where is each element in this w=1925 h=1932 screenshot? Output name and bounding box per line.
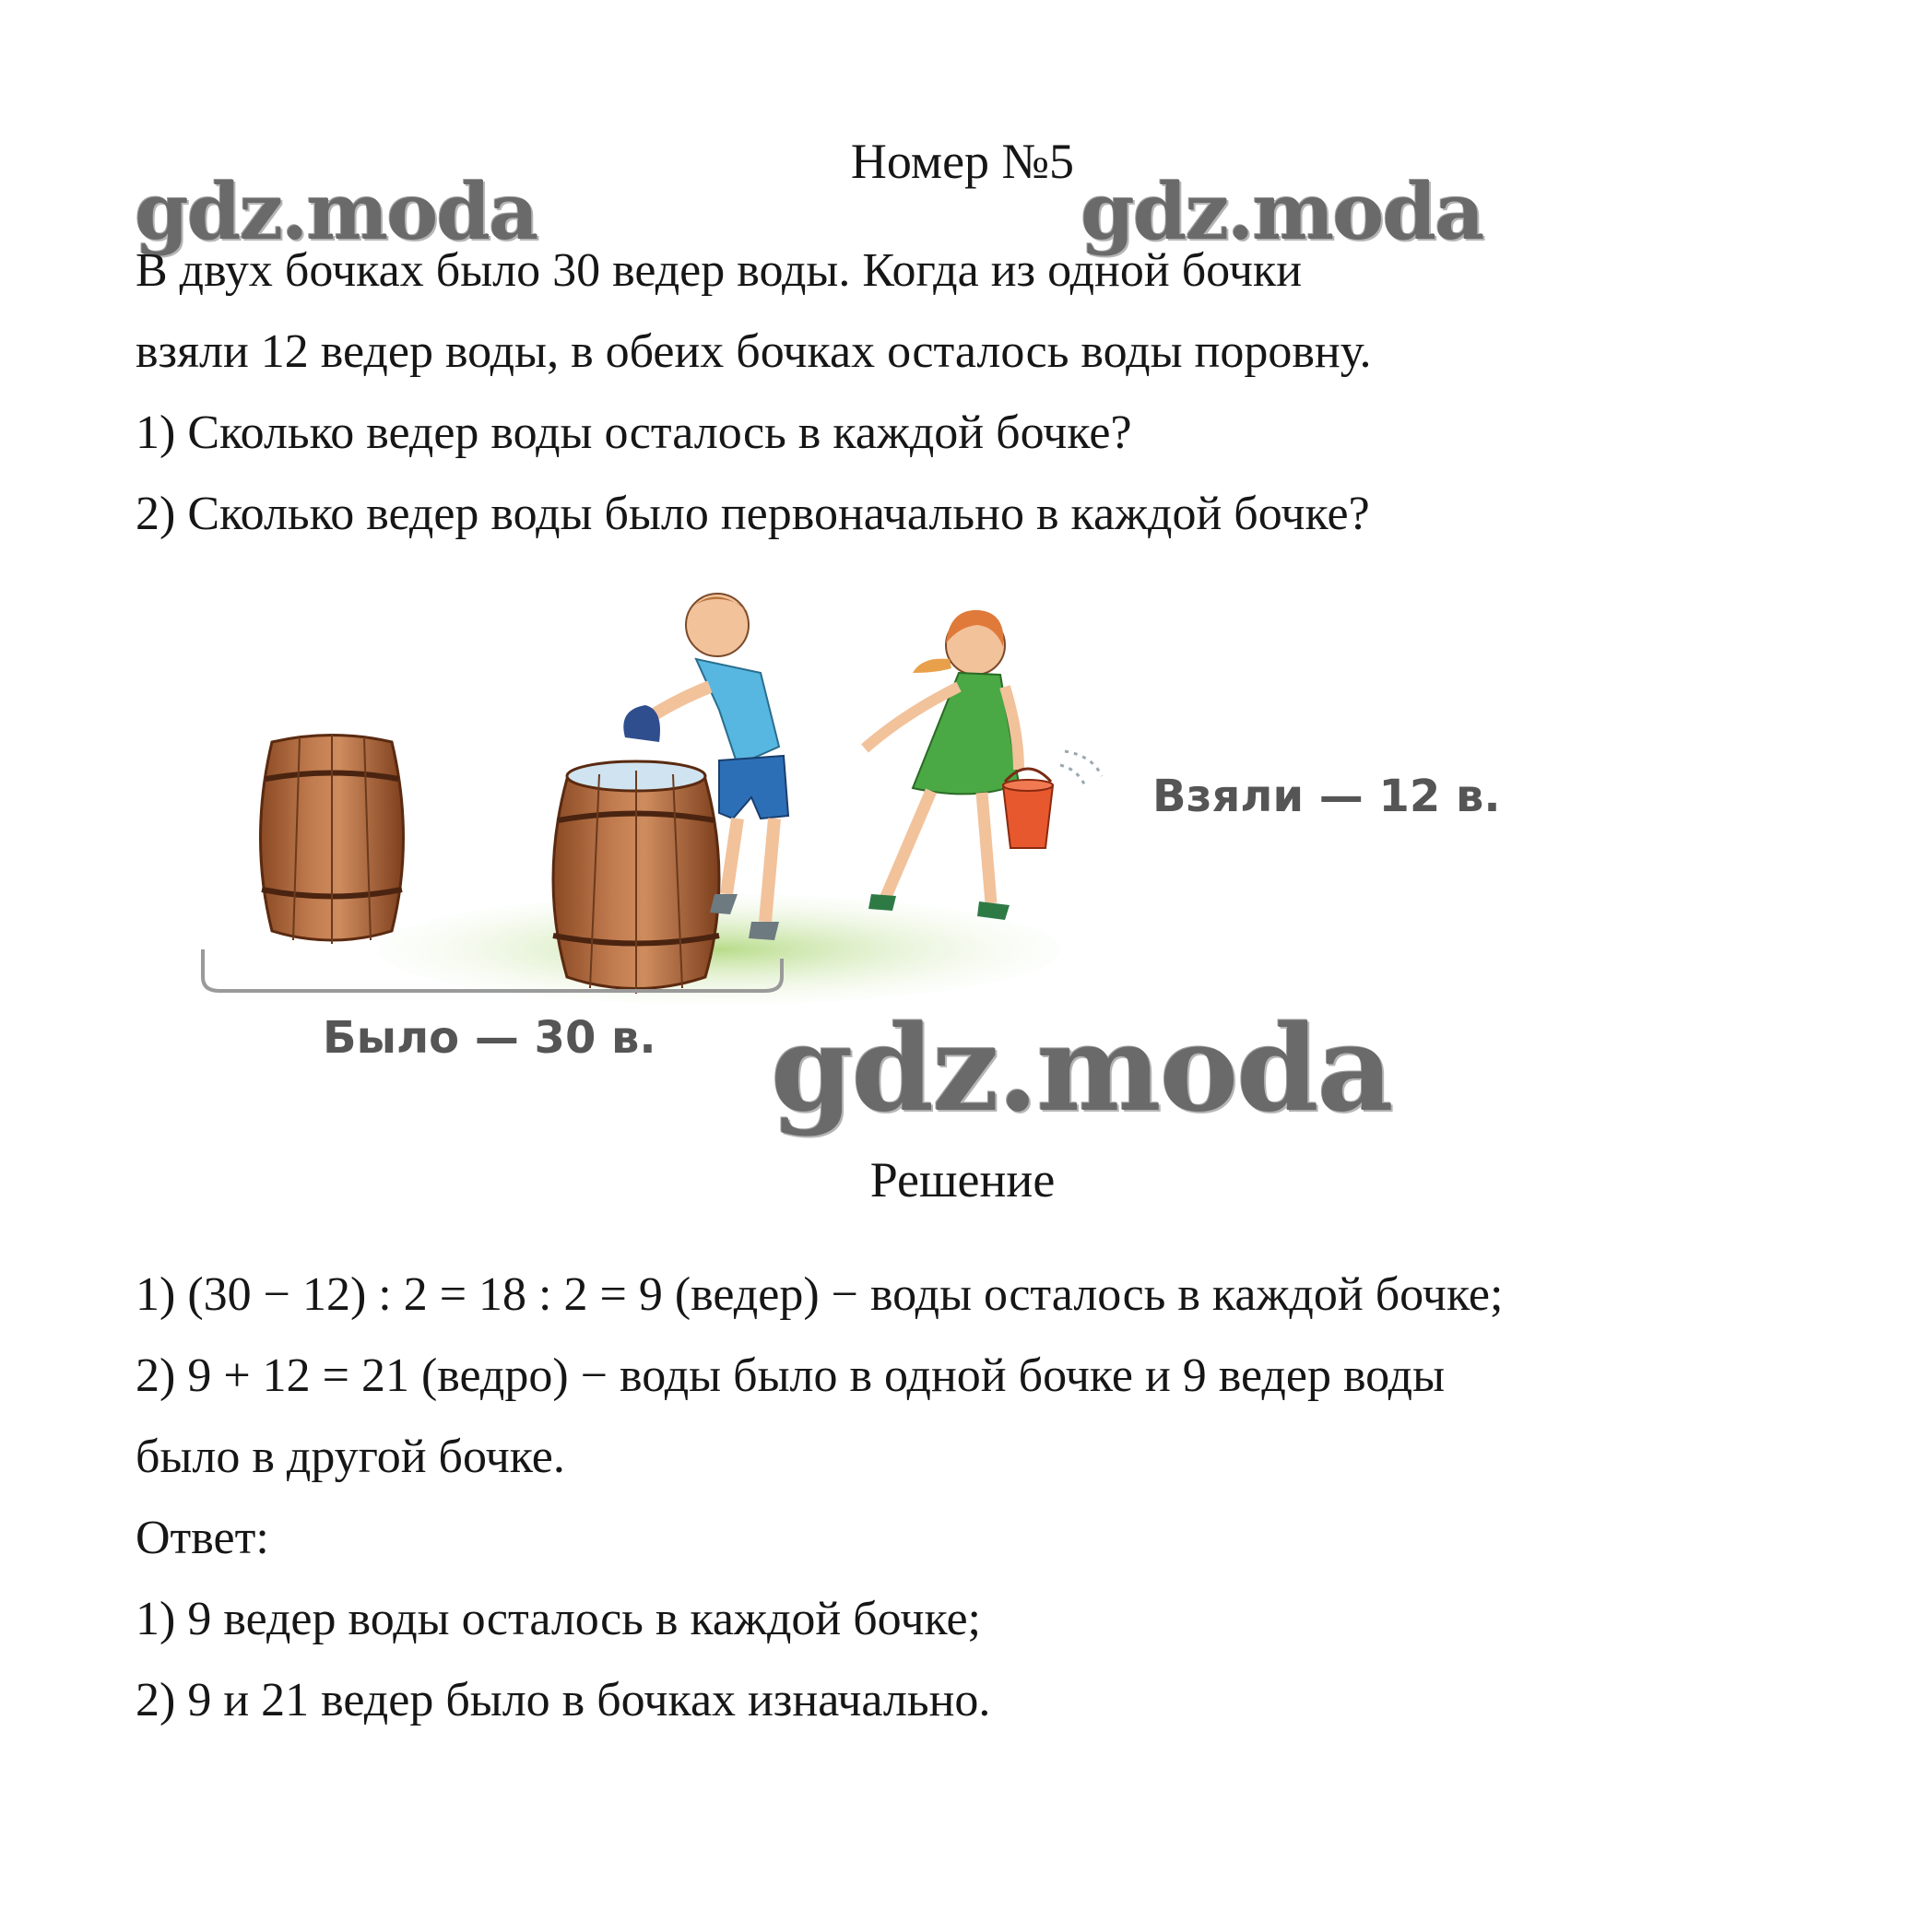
problem-line: В двух бочках было 30 ведер воды. Когда из одной бочки — [136, 244, 1303, 297]
problem-question-1: 1) Сколько ведер воды осталось в каждой бочке? — [136, 406, 1132, 459]
solution-step-1: 1) (30 − 12) : 2 = 18 : 2 = 9 (ведер) − воды осталось в каждой бочке; — [136, 1268, 1504, 1321]
answer-line-1: 1) 9 ведер воды осталось в каждой бочке; — [136, 1593, 981, 1645]
was-label: Было — 30 в. — [323, 1012, 656, 1064]
barrel-right — [553, 761, 719, 994]
solution-step-2-cont: было в другой бочке. — [136, 1431, 565, 1483]
took-label: Взяли — 12 в. — [1152, 771, 1501, 822]
solution-heading: Решение — [869, 1152, 1056, 1208]
problem-question-2: 2) Сколько ведер воды было первоначально в каждой бочке? — [136, 488, 1370, 540]
watermark: gdz.moda — [771, 1000, 1392, 1138]
answer-heading: Ответ: — [136, 1512, 269, 1564]
watermark: gdz.moda — [1081, 166, 1483, 257]
barrel-left — [261, 734, 404, 944]
answer-line-2: 2) 9 и 21 ведер было в бочках изначально. — [136, 1674, 991, 1726]
page-title: Номер №5 — [850, 134, 1075, 189]
solution-step-2: 2) 9 + 12 = 21 (ведро) − воды было в одной бочке и 9 ведер воды — [136, 1349, 1446, 1402]
girl-figure — [865, 610, 1019, 920]
problem-line: взяли 12 ведер воды, в обеих бочках осталось воды поровну. — [136, 325, 1372, 378]
watermark: gdz.moda — [135, 166, 537, 257]
